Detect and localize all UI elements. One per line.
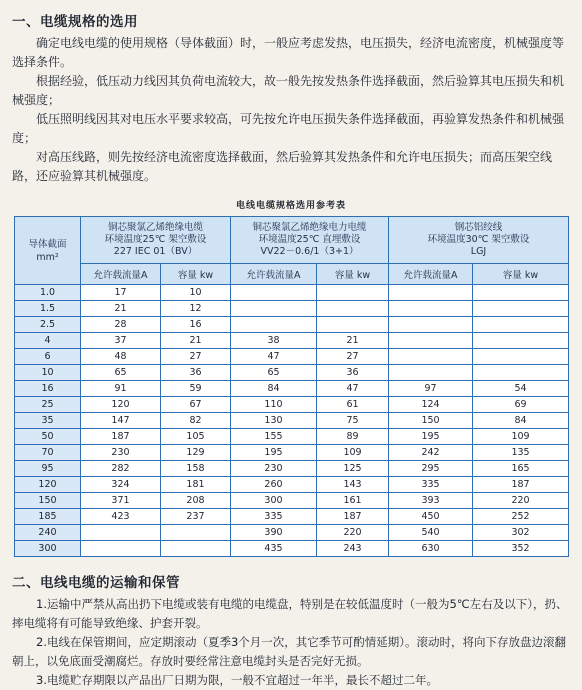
cell-lgj-capacity bbox=[473, 301, 569, 317]
cell-vv22-current: 300 bbox=[231, 493, 317, 509]
group-lgj-condition: 环境温度30℃ 架空敷设 bbox=[427, 234, 530, 245]
cell-bv-capacity: 129 bbox=[161, 445, 231, 461]
cell-size: 50 bbox=[15, 429, 81, 445]
selection-paragraph-2: 根据经验，低压动力线因其负荷电流较大，故一般先按发热条件选择截面，然后验算其电压损失和机械强度； bbox=[12, 74, 565, 107]
cell-lgj-capacity bbox=[473, 317, 569, 333]
cell-bv-current: 21 bbox=[81, 301, 161, 317]
cell-vv22-capacity: 109 bbox=[317, 445, 389, 461]
cell-size: 70 bbox=[15, 445, 81, 461]
cell-bv-capacity: 16 bbox=[161, 317, 231, 333]
cell-vv22-capacity: 47 bbox=[317, 381, 389, 397]
cell-bv-current bbox=[81, 541, 161, 557]
table-row bbox=[15, 365, 569, 381]
cell-size: 300 bbox=[15, 541, 81, 557]
cell-lgj-current: 124 bbox=[389, 397, 473, 413]
cell-lgj-current bbox=[389, 333, 473, 349]
cell-vv22-current bbox=[231, 285, 317, 301]
cell-lgj-current: 242 bbox=[389, 445, 473, 461]
group-vv22-condition: 环境温度25℃ 直埋敷设 bbox=[258, 234, 361, 245]
cell-bv-capacity: 36 bbox=[161, 365, 231, 381]
cell-lgj-capacity: 109 bbox=[473, 429, 569, 445]
cell-lgj-current: 295 bbox=[389, 461, 473, 477]
transport-paragraph-2: 2.电线在保管期间，应定期滚动（夏季3个月一次，其它季节可酌情延期）。滚动时，将向下存放盘边滚翻朝上，以免底面受潮腐烂。存放时要经常注意电缆封头是否完好无损。 bbox=[12, 635, 567, 668]
cell-lgj-current bbox=[389, 317, 473, 333]
cell-size: 150 bbox=[15, 493, 81, 509]
group-lgj-model: LGJ bbox=[470, 246, 487, 257]
group-bv-name: 铜芯聚氯乙烯绝缘电缆 bbox=[107, 222, 203, 233]
cell-vv22-capacity: 61 bbox=[317, 397, 389, 413]
cell-bv-current: 147 bbox=[81, 413, 161, 429]
cell-vv22-current: 230 bbox=[231, 461, 317, 477]
cell-lgj-current: 630 bbox=[389, 541, 473, 557]
cell-vv22-capacity bbox=[317, 285, 389, 301]
group-vv22-model: VV22－0.6/1（3+1） bbox=[260, 246, 359, 257]
cell-lgj-current bbox=[389, 365, 473, 381]
cell-size: 185 bbox=[15, 509, 81, 525]
cell-lgj-current: 393 bbox=[389, 493, 473, 509]
cell-vv22-current: 435 bbox=[231, 541, 317, 557]
cell-vv22-capacity bbox=[317, 301, 389, 317]
spec-table bbox=[14, 216, 569, 557]
cell-size: 1.0 bbox=[15, 285, 81, 301]
cell-lgj-capacity: 165 bbox=[473, 461, 569, 477]
cell-bv-capacity: 59 bbox=[161, 381, 231, 397]
cell-bv-capacity: 208 bbox=[161, 493, 231, 509]
cell-vv22-current: 155 bbox=[231, 429, 317, 445]
cell-lgj-current: 150 bbox=[389, 413, 473, 429]
cell-bv-current: 187 bbox=[81, 429, 161, 445]
table-row bbox=[15, 477, 569, 493]
table-row bbox=[15, 509, 569, 525]
cell-bv-current: 91 bbox=[81, 381, 161, 397]
cell-vv22-capacity: 161 bbox=[317, 493, 389, 509]
cell-vv22-capacity: 220 bbox=[317, 525, 389, 541]
selection-paragraph-4: 对高压线路，则先按经济电流密度选择截面，然后验算其发热条件和允许电压损失；而高压架空线路，还应验算其机械强度。 bbox=[12, 150, 553, 183]
group-vv22-name: 铜芯聚氯乙烯绝缘电力电缆 bbox=[252, 222, 367, 233]
cell-bv-capacity bbox=[161, 541, 231, 557]
selection-paragraph-3: 低压照明线因其对电压水平要求较高，可先按允许电压损失条件选择截面，再验算发热条件和机械强度； bbox=[12, 112, 565, 145]
cell-size: 240 bbox=[15, 525, 81, 541]
cell-bv-current: 65 bbox=[81, 365, 161, 381]
cell-bv-capacity: 12 bbox=[161, 301, 231, 317]
cell-size: 25 bbox=[15, 397, 81, 413]
cell-vv22-current: 335 bbox=[231, 509, 317, 525]
cell-size: 120 bbox=[15, 477, 81, 493]
cell-vv22-capacity: 75 bbox=[317, 413, 389, 429]
cell-vv22-capacity: 143 bbox=[317, 477, 389, 493]
cell-lgj-capacity bbox=[473, 333, 569, 349]
cell-bv-capacity: 67 bbox=[161, 397, 231, 413]
cell-lgj-capacity: 187 bbox=[473, 477, 569, 493]
subheader-capacity: 容量 kw bbox=[473, 264, 569, 285]
cell-vv22-current: 110 bbox=[231, 397, 317, 413]
spec-table-body bbox=[15, 285, 569, 557]
table-row bbox=[15, 301, 569, 317]
cell-vv22-capacity: 243 bbox=[317, 541, 389, 557]
cell-vv22-capacity: 21 bbox=[317, 333, 389, 349]
subheader-current: 允许载流量A bbox=[81, 264, 161, 285]
cell-bv-current: 37 bbox=[81, 333, 161, 349]
cell-lgj-capacity: 302 bbox=[473, 525, 569, 541]
cell-size: 16 bbox=[15, 381, 81, 397]
cell-vv22-current: 84 bbox=[231, 381, 317, 397]
cell-lgj-current bbox=[389, 349, 473, 365]
cell-lgj-capacity bbox=[473, 365, 569, 381]
cell-bv-current: 28 bbox=[81, 317, 161, 333]
group-bv-model: 227 IEC 01（BV） bbox=[113, 246, 198, 257]
cell-vv22-current: 390 bbox=[231, 525, 317, 541]
cell-vv22-capacity: 36 bbox=[317, 365, 389, 381]
cell-bv-capacity: 82 bbox=[161, 413, 231, 429]
cell-bv-current: 230 bbox=[81, 445, 161, 461]
cell-bv-current: 48 bbox=[81, 349, 161, 365]
cell-lgj-capacity: 220 bbox=[473, 493, 569, 509]
cell-bv-capacity: 181 bbox=[161, 477, 231, 493]
section-title-selection: 一、电缆规格的选用 bbox=[12, 14, 138, 30]
cell-bv-capacity: 10 bbox=[161, 285, 231, 301]
cell-bv-current: 371 bbox=[81, 493, 161, 509]
cell-lgj-capacity bbox=[473, 349, 569, 365]
cell-lgj-current: 195 bbox=[389, 429, 473, 445]
table-row bbox=[15, 381, 569, 397]
cell-bv-current: 120 bbox=[81, 397, 161, 413]
cell-bv-capacity: 27 bbox=[161, 349, 231, 365]
cell-size: 2.5 bbox=[15, 317, 81, 333]
corner-unit: mm² bbox=[36, 251, 59, 263]
table-row bbox=[15, 429, 569, 445]
subheader-current: 允许载流量A bbox=[389, 264, 473, 285]
header-conductor-section bbox=[15, 217, 81, 285]
cell-lgj-current: 450 bbox=[389, 509, 473, 525]
table-row bbox=[15, 317, 569, 333]
cell-lgj-current: 97 bbox=[389, 381, 473, 397]
group-lgj-name: 钢芯铝绞线 bbox=[454, 222, 503, 233]
table-row bbox=[15, 525, 569, 541]
cell-vv22-capacity bbox=[317, 317, 389, 333]
cell-size: 4 bbox=[15, 333, 81, 349]
cell-lgj-capacity: 69 bbox=[473, 397, 569, 413]
table-row bbox=[15, 333, 569, 349]
cell-size: 95 bbox=[15, 461, 81, 477]
table-row bbox=[15, 413, 569, 429]
cell-bv-current: 17 bbox=[81, 285, 161, 301]
header-group-lgj bbox=[389, 217, 569, 264]
cell-size: 10 bbox=[15, 365, 81, 381]
header-group-vv22 bbox=[231, 217, 389, 264]
table-title: 电线电缆规格选用参考表 bbox=[235, 201, 346, 211]
corner-label: 导体截面 bbox=[28, 238, 67, 250]
header-group-bv bbox=[81, 217, 231, 264]
cell-size: 6 bbox=[15, 349, 81, 365]
cell-lgj-capacity: 252 bbox=[473, 509, 569, 525]
cell-bv-current: 282 bbox=[81, 461, 161, 477]
table-row bbox=[15, 445, 569, 461]
spec-table-header bbox=[15, 217, 569, 285]
selection-paragraph-1: 确定电线电缆的使用规格（导体截面）时，一般应考虑发热，电压损失，经济电流密度，机械强度等选择条件。 bbox=[12, 36, 565, 69]
subheader-capacity: 容量 kw bbox=[317, 264, 389, 285]
cell-size: 35 bbox=[15, 413, 81, 429]
cell-vv22-capacity: 187 bbox=[317, 509, 389, 525]
cell-lgj-current: 540 bbox=[389, 525, 473, 541]
cell-lgj-capacity: 352 bbox=[473, 541, 569, 557]
table-row bbox=[15, 285, 569, 301]
transport-paragraph-3: 3.电缆贮存期限以产品出厂日期为限，一般不宜超过一年半，最长不超过二年。 bbox=[36, 673, 438, 687]
subheader-current: 允许载流量A bbox=[231, 264, 317, 285]
section-title-transport: 二、电线电缆的运输和保管 bbox=[12, 575, 180, 591]
cell-vv22-current bbox=[231, 317, 317, 333]
subheader-capacity: 容量 kw bbox=[161, 264, 231, 285]
cell-vv22-capacity: 89 bbox=[317, 429, 389, 445]
cell-lgj-current: 335 bbox=[389, 477, 473, 493]
cell-lgj-current bbox=[389, 301, 473, 317]
cell-lgj-capacity: 54 bbox=[473, 381, 569, 397]
transport-paragraph-1: 1.运输中严禁从高出扔下电缆或装有电缆的电缆盘，特别是在较低温度时（一般为5℃左右及以下），扔、摔电缆将有可能导致绝缘、护套开裂。 bbox=[12, 597, 568, 630]
cell-bv-current: 324 bbox=[81, 477, 161, 493]
table-row bbox=[15, 493, 569, 509]
cell-vv22-capacity: 125 bbox=[317, 461, 389, 477]
cell-vv22-current bbox=[231, 301, 317, 317]
cell-bv-capacity: 105 bbox=[161, 429, 231, 445]
group-bv-condition: 环境温度25℃ 架空敷设 bbox=[104, 234, 207, 245]
table-row bbox=[15, 349, 569, 365]
cell-vv22-current: 195 bbox=[231, 445, 317, 461]
cell-bv-capacity: 158 bbox=[161, 461, 231, 477]
table-row bbox=[15, 397, 569, 413]
cell-lgj-current bbox=[389, 285, 473, 301]
cell-bv-capacity bbox=[161, 525, 231, 541]
cell-bv-capacity: 21 bbox=[161, 333, 231, 349]
cell-bv-current bbox=[81, 525, 161, 541]
cell-bv-current: 423 bbox=[81, 509, 161, 525]
cell-vv22-current: 65 bbox=[231, 365, 317, 381]
cell-lgj-capacity bbox=[473, 285, 569, 301]
cell-bv-capacity: 237 bbox=[161, 509, 231, 525]
cell-vv22-current: 130 bbox=[231, 413, 317, 429]
table-row bbox=[15, 461, 569, 477]
cell-lgj-capacity: 135 bbox=[473, 445, 569, 461]
cell-vv22-capacity: 27 bbox=[317, 349, 389, 365]
cell-vv22-current: 38 bbox=[231, 333, 317, 349]
table-row bbox=[15, 541, 569, 557]
cell-vv22-current: 260 bbox=[231, 477, 317, 493]
cell-lgj-capacity: 84 bbox=[473, 413, 569, 429]
cell-size: 1.5 bbox=[15, 301, 81, 317]
cell-vv22-current: 47 bbox=[231, 349, 317, 365]
